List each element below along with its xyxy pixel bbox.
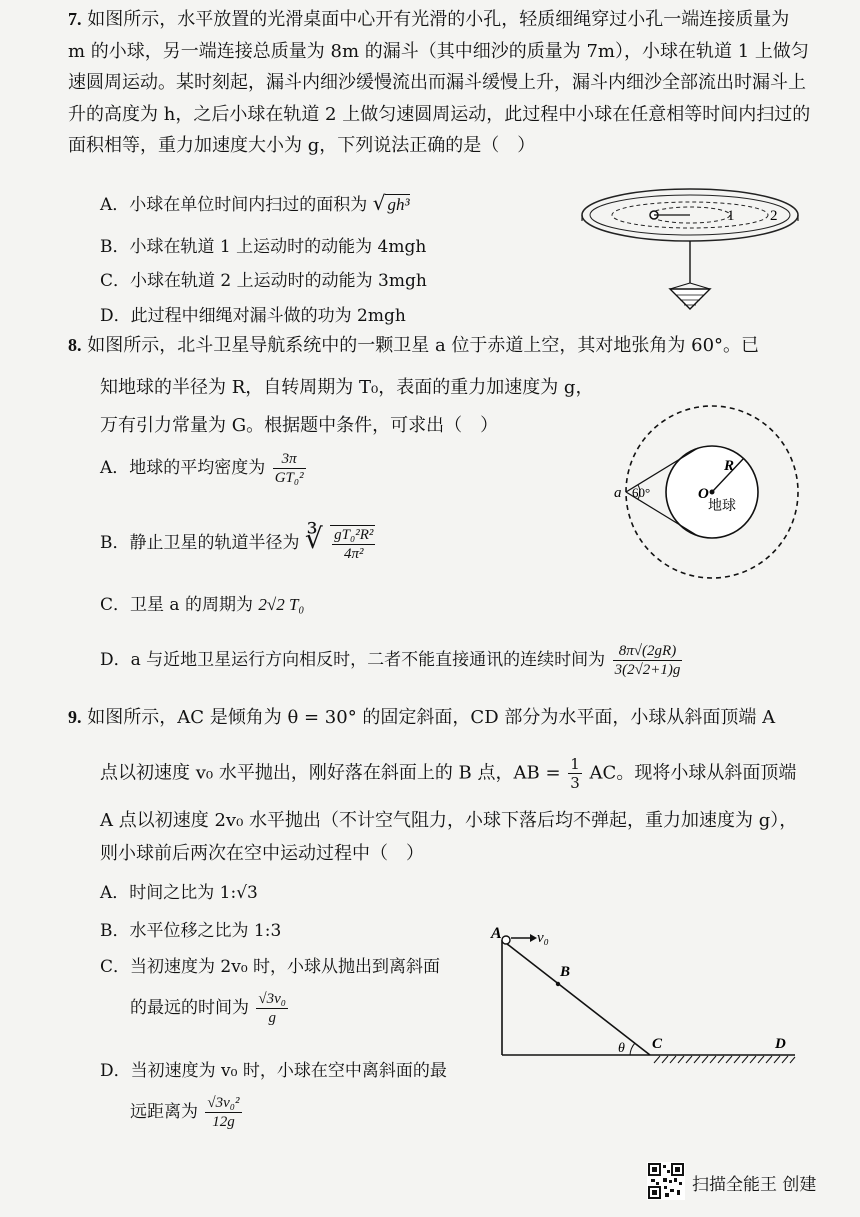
label-A: A xyxy=(491,925,502,942)
q7-option-a-text: A．小球在单位时间内扫过的面积为 xyxy=(100,195,368,215)
q9-option-d1: D．当初速度为 v₀ 时，小球在空中离斜面的最 xyxy=(100,1061,447,1081)
q8-line3: 万有引力常量为 G。根据题中条件，可求出（ ） xyxy=(100,415,499,436)
qr-code-icon xyxy=(647,1162,685,1200)
q8-option-a-text: A．地球的平均密度为 xyxy=(100,458,266,478)
label-C: C xyxy=(652,1036,663,1052)
q8-line2: 知地球的半径为 R，自转周期为 T₀，表面的重力加速度为 g， xyxy=(100,377,594,398)
q8-a-num: 3π xyxy=(273,450,306,469)
q9-line2a: 点以初速度 v₀ 水平抛出，刚好落在斜面上的 B 点，AB = xyxy=(100,762,561,784)
q7-figure xyxy=(570,185,810,325)
q7-option-c: C．小球在轨道 2 上运动时的动能为 3mgh xyxy=(100,271,427,291)
q8-b-den: 4π² xyxy=(344,545,364,562)
q9-c-num: √3v₀ xyxy=(258,991,287,1007)
q9-option-c2-text: 的最远的时间为 xyxy=(130,998,249,1018)
q9-frac-den: 3 xyxy=(570,774,580,792)
q8-figure xyxy=(612,400,812,590)
ground-hatch xyxy=(654,1056,795,1063)
q8-option-d-text: D．a 与近地卫星运行方向相反时，二者不能直接通讯的连续时间为 xyxy=(100,650,606,670)
q9-option-a: A．时间之比为 1:√3 xyxy=(100,883,258,903)
label-D: D xyxy=(775,1036,786,1052)
q9-d-num: √3v₀² xyxy=(207,1095,240,1111)
q8-option-b-text: B．静止卫星的轨道半径为 xyxy=(100,533,300,553)
label-B: B xyxy=(560,964,571,980)
q8-option-a xyxy=(100,450,308,487)
theta-arc xyxy=(630,1043,635,1055)
q7-stem: 如图所示，水平放置的光滑桌面中心开有光滑的小孔，轻质细绳穿过小孔一端连接质量为 m 的小球，另一端连接总质量为 8m 的漏斗（其中细沙的质量为 7m），小球在轨道 1 上做匀速圆周运动。某时刻起，漏斗内细沙缓慢流出而漏斗缓慢上升，漏斗内细沙全部流出时漏斗上升的高度为 h，之后小球在轨道 2 上做匀速圆周运动，此过程中小球在任意相等时间内扫过的面积相等，重力加速度大小为 g，下列说法正确的是（ ） xyxy=(68,9,811,156)
q9-c-den: g xyxy=(268,1010,276,1026)
q8-line1 xyxy=(68,330,759,362)
ball-at-A xyxy=(502,936,510,944)
center-dot xyxy=(710,490,715,495)
q8-d-den: 3(2√2+1)g xyxy=(614,662,681,678)
label-O: O xyxy=(698,486,709,502)
q9-line2-frac xyxy=(568,755,582,792)
footer-watermark: 扫描全能王 创建 xyxy=(692,1175,817,1195)
q8-option-c-expr: 2√2 T₀ xyxy=(258,595,305,614)
q8-option-b: B．静止卫星的轨道半径为 ∛ $\frac{\text{gT₀²R²}}{\text{4π²}}$ xyxy=(100,522,374,562)
label-angle: 60° xyxy=(632,485,651,500)
q9-option-c2 xyxy=(130,990,290,1027)
q9-line2b: AC。现将小球从斜面顶端 xyxy=(589,762,797,784)
orbit-label-2: 2 xyxy=(770,208,778,224)
q9-option-d2-text: 远距离为 xyxy=(130,1102,198,1122)
q9-line1-text: 如图所示，AC 是倾角为 θ = 30° 的固定斜面，CD 部分为水平面，小球从斜面顶端 A xyxy=(87,707,776,728)
q8-line1-text: 如图所示，北斗卫星导航系统中的一颗卫星 a 位于赤道上空，其对地张角为 60°。已 xyxy=(87,335,760,356)
q7-option-d: D．此过程中细绳对漏斗做的功为 2mgh xyxy=(100,306,406,326)
q7-option-a-expr: gh³ xyxy=(387,195,410,214)
label-v0: v₀ xyxy=(537,930,549,946)
orbit-label-1: 1 xyxy=(727,208,735,224)
q8-option-b-frac xyxy=(330,525,375,563)
q8-b-num: gT₀²R² xyxy=(334,526,374,543)
q8-option-c-text: C．卫星 a 的周期为 xyxy=(100,595,253,615)
incline xyxy=(502,940,650,1055)
q7-option-a: A．小球在单位时间内扫过的面积为 √ gh³ xyxy=(100,191,410,215)
label-earth: 地球 xyxy=(708,498,736,514)
velocity-arrowhead xyxy=(530,934,537,942)
label-theta: θ xyxy=(618,1041,625,1056)
q9-option-d2 xyxy=(130,1094,244,1131)
q8-option-c xyxy=(100,590,304,615)
funnel xyxy=(670,289,710,309)
label-R: R xyxy=(724,458,735,474)
q8-option-d xyxy=(100,642,684,679)
q9-figure xyxy=(490,920,800,1070)
q9-number: 9. xyxy=(68,707,82,727)
q9-line3: A 点以初速度 2v₀ 水平抛出（不计空气阻力，小球下落后均不弹起，重力加速度为 g）， xyxy=(100,810,798,831)
q7-option-b: B．小球在轨道 1 上运动时的动能为 4mgh xyxy=(100,237,427,257)
q8-option-d-frac xyxy=(613,642,683,679)
q9-line2 xyxy=(100,755,796,792)
q7-block xyxy=(68,4,812,162)
q9-option-d-frac xyxy=(205,1094,241,1131)
q9-line1 xyxy=(68,702,775,734)
label-a: a xyxy=(614,485,622,501)
q8-d-num: 8π√(2gR) xyxy=(613,642,683,661)
q8-a-den: GT₀² xyxy=(274,470,304,486)
q8-number: 8. xyxy=(68,335,82,355)
q9-option-c1: C．当初速度为 2v₀ 时，小球从抛出到离斜面 xyxy=(100,957,441,977)
q9-frac-num: 1 xyxy=(570,755,580,773)
point-B xyxy=(556,982,560,986)
q8-option-a-frac xyxy=(273,450,306,487)
q9-line4: 则小球前后两次在空中运动过程中（ ） xyxy=(100,843,424,864)
q7-number: 7. xyxy=(68,9,82,29)
q9-d-den: 12g xyxy=(212,1114,235,1130)
q9-option-b: B．水平位移之比为 1:3 xyxy=(100,921,282,941)
q9-option-c-frac xyxy=(256,990,288,1027)
